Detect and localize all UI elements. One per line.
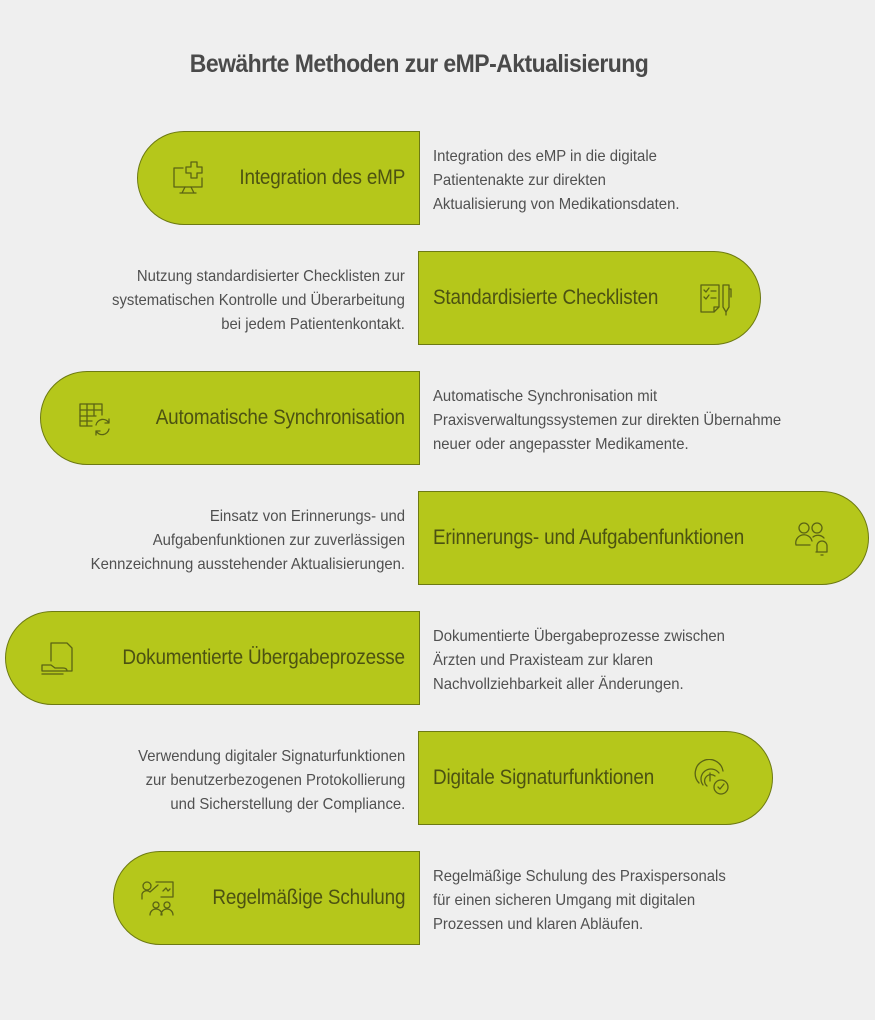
presenter-training-icon — [139, 879, 177, 917]
step-description: Dokumentierte Übergabeprozesse zwischen Ärzten und Praxisteam zur klaren Nachvollziehbarkeit aller Änderungen. — [433, 628, 725, 693]
step-dokumentierte-uebergabeprozesse — [5, 611, 420, 705]
step-label: Regelmäßige Schulung — [212, 886, 405, 909]
step-label: Integration des eMP — [239, 166, 405, 189]
step-label: Dokumentierte Übergabeprozesse — [122, 646, 405, 669]
step-description: Automatische Synchronisation mit Praxisverwaltungssystemen zur direkten Übernahme neuer oder angepasster Medikamente. — [433, 388, 782, 453]
step-description: Nutzung standardisierter Checklisten zur systematischen Kontrolle und Überarbeitung bei jedem Patientenkontakt. — [112, 268, 405, 333]
step-description: Integration des eMP in die digitale Patientenakte zur direkten Aktualisierung von Medikationsdaten. — [433, 148, 680, 213]
document-handover-icon — [39, 639, 77, 677]
monitor-medical-cross-icon — [169, 159, 207, 197]
step-standardisierte-checklisten — [418, 251, 761, 345]
step-digitale-signaturfunktionen — [418, 731, 773, 825]
step-label: Standardisierte Checklisten — [433, 286, 659, 309]
checklist-pen-icon — [697, 279, 735, 317]
step-label: Automatische Synchronisation — [155, 406, 405, 429]
step-automatische-synchronisation — [40, 371, 420, 465]
step-description: Verwendung digitaler Signaturfunktionen zur benutzerbezogenen Protokollierung und Sicherstellung der Compliance. — [137, 748, 405, 813]
step-label: Digitale Signaturfunktionen — [433, 766, 655, 789]
step-integration-emp — [137, 131, 420, 225]
step-description: Einsatz von Erinnerungs- und Aufgabenfunktionen zur zuverlässigen Kennzeichnung ausstehender Aktualisierungen. — [90, 508, 405, 573]
page-title: Bewährte Methoden zur eMP-Aktualisierung — [189, 50, 649, 78]
users-bell-icon — [793, 519, 831, 557]
step-regelmaessige-schulung — [113, 851, 420, 945]
step-erinnerungs-aufgabenfunktionen — [418, 491, 869, 585]
fingerprint-check-icon — [693, 759, 731, 797]
step-description: Regelmäßige Schulung des Praxispersonals für einen sicheren Umgang mit digitalen Prozessen und klaren Abläufen. — [433, 868, 726, 933]
table-sync-icon — [76, 399, 114, 437]
step-label: Erinnerungs- und Aufgabenfunktionen — [433, 526, 745, 549]
